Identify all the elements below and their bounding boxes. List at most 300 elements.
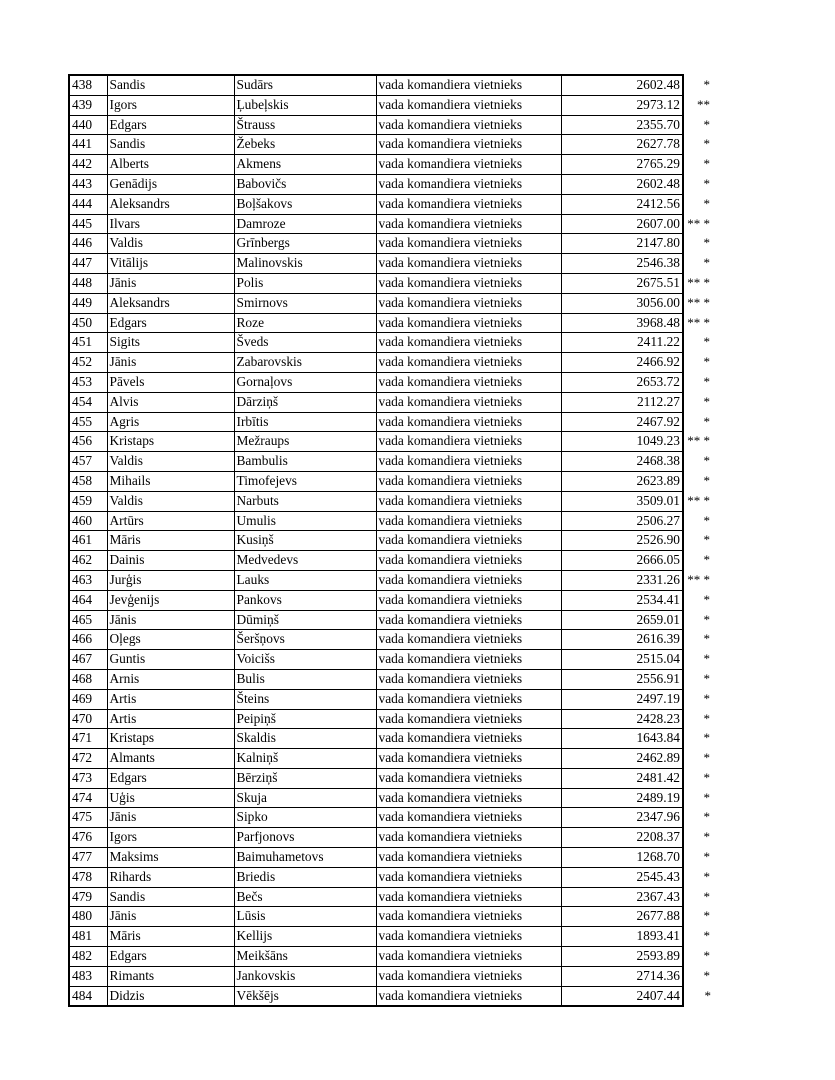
table-row [69, 511, 713, 531]
row-number-cell: 460 [69, 511, 107, 531]
marker-cell: * [703, 156, 710, 172]
position-cell: vada komandiera vietnieks [376, 531, 561, 551]
table-row [69, 689, 713, 709]
amount-cell: 2506.27 [561, 511, 683, 531]
amount-cell: 2411.22 [561, 333, 683, 353]
first-name-cell: Rihards [107, 867, 234, 887]
amount-cell: 2208.37 [561, 828, 683, 848]
row-number-cell: 447 [69, 254, 107, 274]
first-name-cell: Jānis [107, 273, 234, 293]
last-name-cell: Bulis [234, 669, 376, 689]
amount-cell: 2467.92 [561, 412, 683, 432]
amount-cell: 3509.01 [561, 491, 683, 511]
amount-cell: 2666.05 [561, 551, 683, 571]
last-name-cell: Bečs [234, 887, 376, 907]
row-number-cell: 472 [69, 749, 107, 769]
amount-cell: 2659.01 [561, 610, 683, 630]
last-name-cell: Sudārs [234, 75, 376, 95]
amount-cell: 2355.70 [561, 115, 683, 135]
table-row [69, 333, 713, 353]
last-name-cell: Zabarovskis [234, 353, 376, 373]
row-number-cell: 458 [69, 471, 107, 491]
table-row [69, 471, 713, 491]
table-row [69, 551, 713, 571]
row-number-cell: 461 [69, 531, 107, 551]
last-name-cell: Lūsis [234, 907, 376, 927]
position-cell: vada komandiera vietnieks [376, 927, 561, 947]
table-row [69, 986, 713, 1006]
row-number-cell: 469 [69, 689, 107, 709]
last-name-cell: Roze [234, 313, 376, 333]
table-row [69, 729, 713, 749]
last-name-cell: Vēkšējs [234, 986, 376, 1006]
marker-cell: ** * [687, 215, 710, 231]
position-cell: vada komandiera vietnieks [376, 729, 561, 749]
row-number-cell: 448 [69, 273, 107, 293]
marker-cell: * [703, 690, 710, 706]
marker-cell: * [703, 116, 710, 132]
last-name-cell: Sipko [234, 808, 376, 828]
position-cell: vada komandiera vietnieks [376, 115, 561, 135]
position-cell: vada komandiera vietnieks [376, 273, 561, 293]
position-cell: vada komandiera vietnieks [376, 709, 561, 729]
row-number-cell: 457 [69, 452, 107, 472]
position-cell: vada komandiera vietnieks [376, 174, 561, 194]
amount-cell: 2489.19 [561, 788, 683, 808]
marker-cell: * [703, 591, 710, 607]
table-row [69, 452, 713, 472]
row-number-cell: 483 [69, 966, 107, 986]
row-number-cell: 473 [69, 768, 107, 788]
marker-cell: ** * [687, 433, 710, 449]
table-row [69, 768, 713, 788]
table-row [69, 372, 713, 392]
marker-cell: ** * [687, 314, 710, 330]
amount-cell: 2627.78 [561, 135, 683, 155]
amount-cell: 2593.89 [561, 947, 683, 967]
last-name-cell: Kusiņš [234, 531, 376, 551]
last-name-cell: Bērziņš [234, 768, 376, 788]
last-name-cell: Bambulis [234, 452, 376, 472]
last-name-cell: Umulis [234, 511, 376, 531]
marker-cell: * [703, 868, 710, 884]
last-name-cell: Narbuts [234, 491, 376, 511]
first-name-cell: Artis [107, 689, 234, 709]
last-name-cell: Damroze [234, 214, 376, 234]
table-row [69, 491, 713, 511]
position-cell: vada komandiera vietnieks [376, 234, 561, 254]
position-cell: vada komandiera vietnieks [376, 392, 561, 412]
marker-cell: * [703, 373, 710, 389]
row-number-cell: 463 [69, 570, 107, 590]
position-cell: vada komandiera vietnieks [376, 432, 561, 452]
position-cell: vada komandiera vietnieks [376, 808, 561, 828]
amount-cell: 2602.48 [561, 174, 683, 194]
table-row [69, 432, 713, 452]
first-name-cell: Dainis [107, 551, 234, 571]
first-name-cell: Didzis [107, 986, 234, 1006]
last-name-cell: Žebeks [234, 135, 376, 155]
position-cell: vada komandiera vietnieks [376, 828, 561, 848]
amount-cell: 2526.90 [561, 531, 683, 551]
last-name-cell: Štrauss [234, 115, 376, 135]
table-row [69, 630, 713, 650]
position-cell: vada komandiera vietnieks [376, 867, 561, 887]
amount-cell: 2347.96 [561, 808, 683, 828]
row-number-cell: 478 [69, 867, 107, 887]
row-number-cell: 466 [69, 630, 107, 650]
first-name-cell: Genādijs [107, 174, 234, 194]
table-row [69, 570, 713, 590]
position-cell: vada komandiera vietnieks [376, 511, 561, 531]
row-number-cell: 474 [69, 788, 107, 808]
position-cell: vada komandiera vietnieks [376, 947, 561, 967]
table-row [69, 392, 713, 412]
marker-cell: * [703, 651, 710, 667]
position-cell: vada komandiera vietnieks [376, 788, 561, 808]
first-name-cell: Sandis [107, 135, 234, 155]
last-name-cell: Polis [234, 273, 376, 293]
amount-cell: 2556.91 [561, 669, 683, 689]
position-cell: vada komandiera vietnieks [376, 333, 561, 353]
first-name-cell: Mihails [107, 471, 234, 491]
row-number-cell: 450 [69, 313, 107, 333]
row-number-cell: 477 [69, 848, 107, 868]
last-name-cell: Dārziņš [234, 392, 376, 412]
marker-cell: * [703, 829, 710, 845]
table-row [69, 709, 713, 729]
last-name-cell: Boļšakovs [234, 194, 376, 214]
first-name-cell: Jurģis [107, 570, 234, 590]
amount-cell: 2973.12 [561, 95, 683, 115]
last-name-cell: Babovičs [234, 174, 376, 194]
row-number-cell: 453 [69, 372, 107, 392]
last-name-cell: Pankovs [234, 590, 376, 610]
row-number-cell: 451 [69, 333, 107, 353]
table-row [69, 254, 713, 274]
position-cell: vada komandiera vietnieks [376, 907, 561, 927]
table-row [69, 194, 713, 214]
first-name-cell: Edgars [107, 768, 234, 788]
position-cell: vada komandiera vietnieks [376, 293, 561, 313]
last-name-cell: Timofejevs [234, 471, 376, 491]
marker-cell: * [703, 967, 710, 983]
marker-cell: * [703, 948, 710, 964]
marker-cell: * [703, 235, 710, 251]
amount-cell: 2675.51 [561, 273, 683, 293]
table-row [69, 927, 713, 947]
position-cell: vada komandiera vietnieks [376, 135, 561, 155]
last-name-cell: Skaldis [234, 729, 376, 749]
row-number-cell: 468 [69, 669, 107, 689]
last-name-cell: Baimuhametovs [234, 848, 376, 868]
marker-cell: ** * [687, 274, 710, 290]
position-cell: vada komandiera vietnieks [376, 75, 561, 95]
row-number-cell: 441 [69, 135, 107, 155]
last-name-cell: Kalniņš [234, 749, 376, 769]
amount-cell: 2462.89 [561, 749, 683, 769]
amount-cell: 2481.42 [561, 768, 683, 788]
last-name-cell: Gornaļovs [234, 372, 376, 392]
amount-cell: 2497.19 [561, 689, 683, 709]
last-name-cell: Mežraups [234, 432, 376, 452]
marker-cell: * [703, 472, 710, 488]
amount-cell: 1893.41 [561, 927, 683, 947]
amount-cell: 3968.48 [561, 313, 683, 333]
row-number-cell: 467 [69, 650, 107, 670]
row-number-cell: 476 [69, 828, 107, 848]
last-name-cell: Irbītis [234, 412, 376, 432]
first-name-cell: Pāvels [107, 372, 234, 392]
last-name-cell: Voicišs [234, 650, 376, 670]
position-cell: vada komandiera vietnieks [376, 966, 561, 986]
amount-cell: 2546.38 [561, 254, 683, 274]
position-cell: vada komandiera vietnieks [376, 669, 561, 689]
first-name-cell: Edgars [107, 947, 234, 967]
first-name-cell: Sigits [107, 333, 234, 353]
marker-cell: * [703, 552, 710, 568]
first-name-cell: Rimants [107, 966, 234, 986]
table-row [69, 95, 713, 115]
row-number-cell: 439 [69, 95, 107, 115]
first-name-cell: Arnis [107, 669, 234, 689]
position-cell: vada komandiera vietnieks [376, 353, 561, 373]
first-name-cell: Aleksandrs [107, 194, 234, 214]
position-cell: vada komandiera vietnieks [376, 471, 561, 491]
last-name-cell: Grīnbergs [234, 234, 376, 254]
position-cell: vada komandiera vietnieks [376, 214, 561, 234]
first-name-cell: Ilvars [107, 214, 234, 234]
amount-cell: 2714.36 [561, 966, 683, 986]
amount-cell: 2468.38 [561, 452, 683, 472]
marker-cell: * [703, 769, 710, 785]
marker-cell: * [703, 195, 710, 211]
row-number-cell: 452 [69, 353, 107, 373]
first-name-cell: Māris [107, 531, 234, 551]
marker-cell: * [703, 730, 710, 746]
table-row [69, 273, 713, 293]
table-row [69, 590, 713, 610]
table-row [69, 749, 713, 769]
row-number-cell: 442 [69, 155, 107, 175]
table-row [69, 115, 713, 135]
position-cell: vada komandiera vietnieks [376, 254, 561, 274]
marker-cell: * [703, 175, 710, 191]
position-cell: vada komandiera vietnieks [376, 551, 561, 571]
first-name-cell: Artūrs [107, 511, 234, 531]
position-cell: vada komandiera vietnieks [376, 372, 561, 392]
first-name-cell: Maksims [107, 848, 234, 868]
table-row [69, 788, 713, 808]
last-name-cell: Meikšāns [234, 947, 376, 967]
marker-cell: * [703, 611, 710, 627]
amount-cell: 2407.44 [561, 986, 683, 1006]
row-number-cell: 446 [69, 234, 107, 254]
first-name-cell: Alberts [107, 155, 234, 175]
last-name-cell: Kellijs [234, 927, 376, 947]
table-row [69, 234, 713, 254]
first-name-cell: Igors [107, 95, 234, 115]
marker-cell: * [703, 670, 710, 686]
table-row [69, 808, 713, 828]
row-number-cell: 462 [69, 551, 107, 571]
position-cell: vada komandiera vietnieks [376, 848, 561, 868]
marker-cell: * [703, 453, 710, 469]
first-name-cell: Edgars [107, 115, 234, 135]
marker-cell: * [703, 393, 710, 409]
first-name-cell: Oļegs [107, 630, 234, 650]
marker-cell: * [703, 849, 710, 865]
last-name-cell: Ļubeļskis [234, 95, 376, 115]
last-name-cell: Briedis [234, 867, 376, 887]
position-cell: vada komandiera vietnieks [376, 313, 561, 333]
table-row [69, 828, 713, 848]
marker-cell: * [703, 750, 710, 766]
amount-cell: 2616.39 [561, 630, 683, 650]
first-name-cell: Māris [107, 927, 234, 947]
first-name-cell: Edgars [107, 313, 234, 333]
first-name-cell: Almants [107, 749, 234, 769]
table-body [69, 75, 713, 1006]
first-name-cell: Jevģenijs [107, 590, 234, 610]
table-row [69, 907, 713, 927]
table-row [69, 867, 713, 887]
row-number-cell: 438 [69, 75, 107, 95]
amount-cell: 2623.89 [561, 471, 683, 491]
row-number-cell: 449 [69, 293, 107, 313]
row-number-cell: 454 [69, 392, 107, 412]
row-number-cell: 445 [69, 214, 107, 234]
marker-cell: * [703, 334, 710, 350]
marker-cell: * [703, 888, 710, 904]
marker-cell: * [703, 76, 710, 92]
position-cell: vada komandiera vietnieks [376, 570, 561, 590]
table-row [69, 293, 713, 313]
row-number-cell: 479 [69, 887, 107, 907]
marker-cell: * [704, 987, 711, 1003]
first-name-cell: Valdis [107, 234, 234, 254]
last-name-cell: Šteins [234, 689, 376, 709]
position-cell: vada komandiera vietnieks [376, 650, 561, 670]
row-number-cell: 482 [69, 947, 107, 967]
amount-cell: 2367.43 [561, 887, 683, 907]
marker-cell: * [703, 809, 710, 825]
table-row [69, 214, 713, 234]
last-name-cell: Peipiņš [234, 709, 376, 729]
position-cell: vada komandiera vietnieks [376, 95, 561, 115]
first-name-cell: Vitālijs [107, 254, 234, 274]
amount-cell: 2534.41 [561, 590, 683, 610]
position-cell: vada komandiera vietnieks [376, 194, 561, 214]
marker-cell: * [703, 354, 710, 370]
first-name-cell: Jānis [107, 808, 234, 828]
first-name-cell: Sandis [107, 75, 234, 95]
position-cell: vada komandiera vietnieks [376, 155, 561, 175]
marker-cell: ** * [687, 294, 710, 310]
personnel-salary-table [68, 74, 714, 1007]
marker-cell: ** * [687, 571, 710, 587]
row-number-cell: 443 [69, 174, 107, 194]
last-name-cell: Jankovskis [234, 966, 376, 986]
first-name-cell: Kristaps [107, 729, 234, 749]
amount-cell: 2602.48 [561, 75, 683, 95]
last-name-cell: Šveds [234, 333, 376, 353]
marker-cell: * [703, 512, 710, 528]
first-name-cell: Guntis [107, 650, 234, 670]
first-name-cell: Jānis [107, 907, 234, 927]
last-name-cell: Smirnovs [234, 293, 376, 313]
first-name-cell: Alvis [107, 392, 234, 412]
marker-cell: * [703, 908, 710, 924]
amount-cell: 2466.92 [561, 353, 683, 373]
amount-cell: 2677.88 [561, 907, 683, 927]
table-row [69, 887, 713, 907]
row-number-cell: 455 [69, 412, 107, 432]
marker-cell: * [703, 710, 710, 726]
amount-cell: 2653.72 [561, 372, 683, 392]
position-cell: vada komandiera vietnieks [376, 986, 561, 1006]
first-name-cell: Artis [107, 709, 234, 729]
first-name-cell: Igors [107, 828, 234, 848]
table-row [69, 848, 713, 868]
last-name-cell: Šeršņovs [234, 630, 376, 650]
amount-cell: 2607.00 [561, 214, 683, 234]
amount-cell: 2545.43 [561, 867, 683, 887]
amount-cell: 2331.26 [561, 570, 683, 590]
table-row [69, 610, 713, 630]
amount-cell: 2112.27 [561, 392, 683, 412]
first-name-cell: Jānis [107, 353, 234, 373]
row-number-cell: 456 [69, 432, 107, 452]
amount-cell: 2147.80 [561, 234, 683, 254]
table-row [69, 174, 713, 194]
amount-cell: 1268.70 [561, 848, 683, 868]
position-cell: vada komandiera vietnieks [376, 590, 561, 610]
position-cell: vada komandiera vietnieks [376, 749, 561, 769]
first-name-cell: Valdis [107, 491, 234, 511]
amount-cell: 1643.84 [561, 729, 683, 749]
row-number-cell: 440 [69, 115, 107, 135]
position-cell: vada komandiera vietnieks [376, 768, 561, 788]
table-row [69, 412, 713, 432]
position-cell: vada komandiera vietnieks [376, 630, 561, 650]
marker-cell: * [703, 631, 710, 647]
table-row [69, 313, 713, 333]
amount-cell: 2515.04 [561, 650, 683, 670]
position-cell: vada komandiera vietnieks [376, 610, 561, 630]
last-name-cell: Lauks [234, 570, 376, 590]
last-name-cell: Medvedevs [234, 551, 376, 571]
position-cell: vada komandiera vietnieks [376, 412, 561, 432]
first-name-cell: Valdis [107, 452, 234, 472]
last-name-cell: Dūmiņš [234, 610, 376, 630]
first-name-cell: Kristaps [107, 432, 234, 452]
marker-cell: * [703, 532, 710, 548]
row-number-cell: 484 [69, 986, 107, 1006]
amount-cell: 2412.56 [561, 194, 683, 214]
first-name-cell: Jānis [107, 610, 234, 630]
table-row [69, 669, 713, 689]
amount-cell: 1049.23 [561, 432, 683, 452]
table-row [69, 531, 713, 551]
marker-cell: * [703, 928, 710, 944]
table-row [69, 135, 713, 155]
row-number-cell: 464 [69, 590, 107, 610]
table-row [69, 353, 713, 373]
marker-cell: * [703, 789, 710, 805]
row-number-cell: 444 [69, 194, 107, 214]
position-cell: vada komandiera vietnieks [376, 887, 561, 907]
